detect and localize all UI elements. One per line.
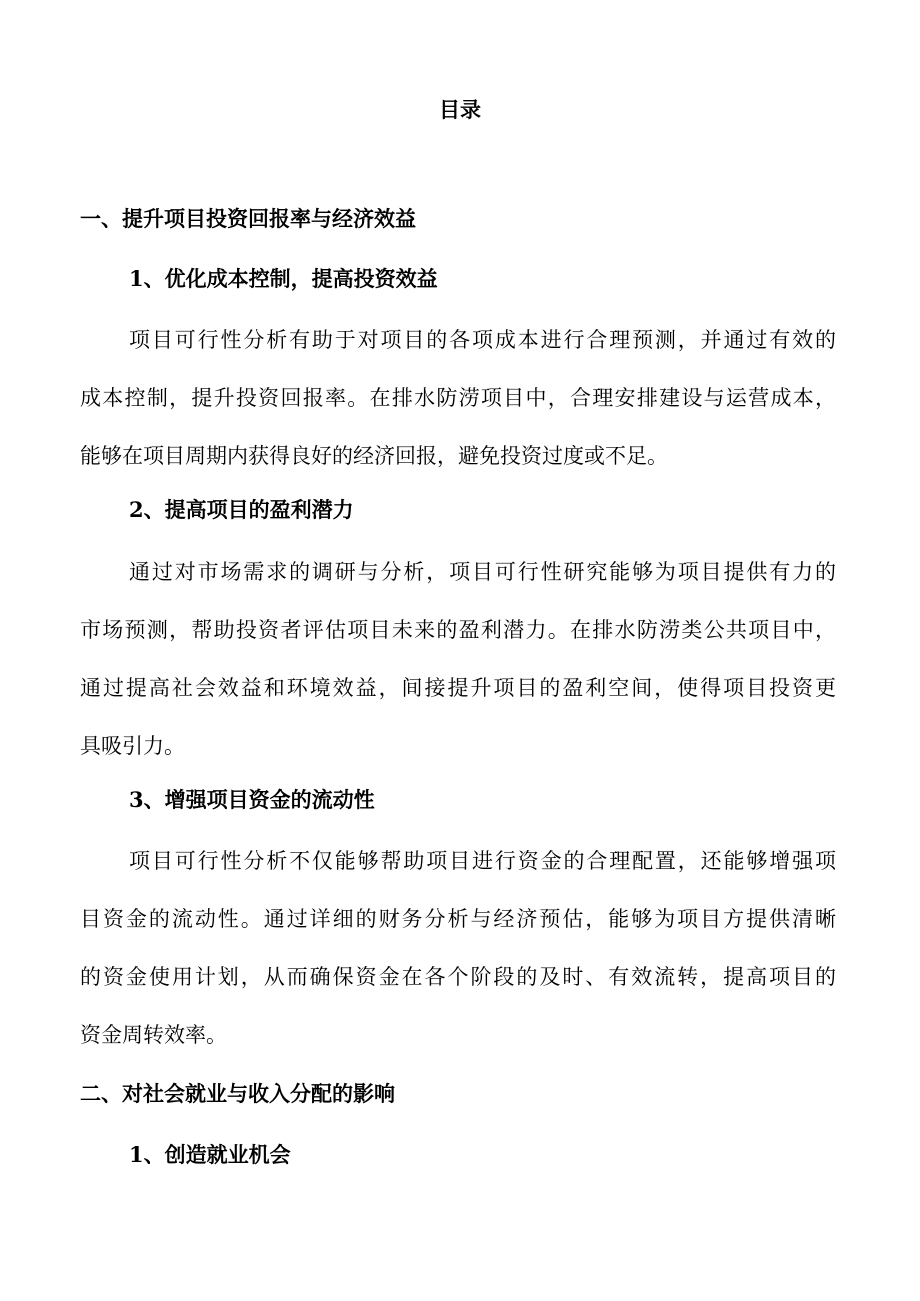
subsection-heading-1-3: 3、增强项目资金的流动性 xyxy=(129,787,375,812)
paragraph-1-1 xyxy=(80,322,836,474)
section-heading-1: 一、提升项目投资回报率与经济效益 xyxy=(80,206,416,231)
paragraph-1-2 xyxy=(80,554,836,764)
paragraph-line: 市场预测，帮助投资者评估项目未来的盈利潜力。在排水防涝类公共项目中， xyxy=(80,618,836,642)
subsection-heading-1-1: 1、优化成本控制，提高投资效益 xyxy=(129,266,438,291)
paragraph-line: 成本控制，提升投资回报率。在排水防涝项目中，合理安排建设与运营成本， xyxy=(80,386,836,410)
paragraph-1-3 xyxy=(80,843,836,1053)
paragraph-line: 目资金的流动性。通过详细的财务分析与经济预估，能够为项目方提供清晰 xyxy=(80,907,836,931)
paragraph-line: 能够在项目周期内获得良好的经济回报，避免投资过度或不足。 xyxy=(80,444,668,468)
section-heading-2: 二、对社会就业与收入分配的影响 xyxy=(80,1081,395,1106)
paragraph-line: 通过提高社会效益和环境效益，间接提升项目的盈利空间，使得项目投资更 xyxy=(80,676,836,700)
paragraph-line: 项目可行性分析有助于对项目的各项成本进行合理预测，并通过有效的 xyxy=(129,328,836,352)
paragraph-line: 项目可行性分析不仅能够帮助项目进行资金的合理配置，还能够增强项 xyxy=(129,849,836,873)
paragraph-line: 资金周转效率。 xyxy=(80,1023,227,1047)
subsection-heading-2-1: 1、创造就业机会 xyxy=(129,1142,291,1167)
paragraph-line: 的资金使用计划，从而确保资金在各个阶段的及时、有效流转，提高项目的 xyxy=(80,965,836,989)
paragraph-line: 通过对市场需求的调研与分析，项目可行性研究能够为项目提供有力的 xyxy=(129,560,836,584)
page-title: 目录 xyxy=(439,97,481,122)
subsection-heading-1-2: 2、提高项目的盈利潜力 xyxy=(129,497,354,522)
paragraph-line: 具吸引力。 xyxy=(80,734,185,758)
